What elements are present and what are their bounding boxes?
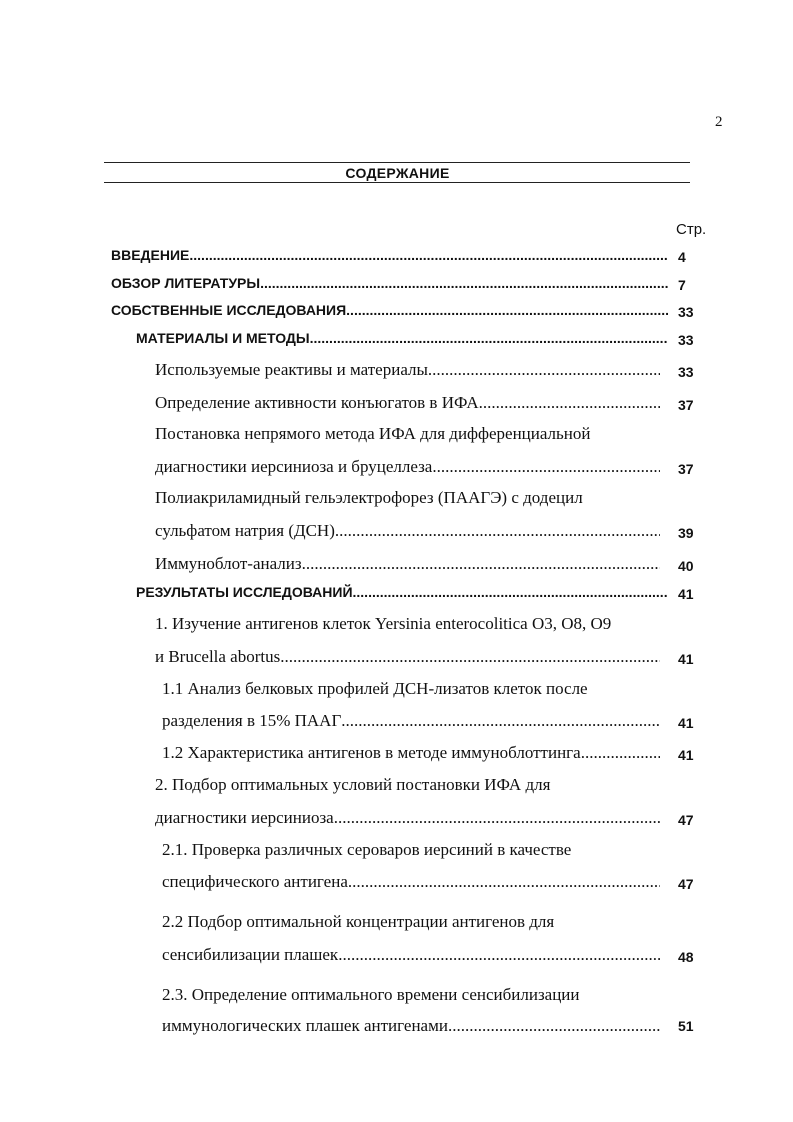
toc-leader [335,521,660,541]
toc-leader [260,275,668,291]
toc-entry-antigen-study-line1[interactable] [155,614,675,636]
toc-leader [302,554,660,574]
toc-entry-sensitization-time-line2[interactable] [162,1016,660,1038]
toc-entry-text: специфического антигена [162,872,348,891]
toc-page-number: 37 [678,397,694,413]
toc-entry-text: сенсибилизации плашек [162,945,339,964]
toc-entry-text: ОБЗОР ЛИТЕРАТУРЫ [111,275,261,291]
toc-entry-antigen-concentration-line2[interactable] [162,945,660,967]
toc-leader [353,584,668,600]
toc-entry-immunoblot[interactable] [155,554,660,576]
toc-entry-text: Иммуноблот-анализ [155,554,302,573]
toc-page-number: 37 [678,461,694,477]
toc-entry-indirect-ifa-line1[interactable] [155,424,675,446]
toc-entry-text: Определение активности конъюгатов в ИФА [155,393,479,412]
toc-entry-immunoblotting-antigens[interactable] [162,743,660,765]
toc-leader [310,330,668,346]
toc-entry-materials-methods[interactable] [136,330,668,352]
toc-leader [341,711,660,731]
toc-entry-text: 1. Изучение антигенов клеток Yersinia enterocolitica O3, O8, O9 [155,614,612,633]
toc-entry-text: диагностики иерсиниоза и бруцеллеза [155,457,433,476]
toc-entry-electrophoresis-line1[interactable] [155,488,675,510]
toc-page-number: 40 [678,558,694,574]
toc-entry-text: диагностики иерсиниоза [155,808,334,827]
toc-entry-literature-review[interactable] [111,275,668,297]
toc-entry-text: Полиакриламидный гельэлектрофорез (ПААГЭ) с додецил [155,488,583,507]
toc-entry-text: 2.2 Подбор оптимальной концентрации антигенов для [162,912,555,931]
toc-entry-text: 1.1 Анализ белковых профилей ДСН-лизатов клеток после [162,679,588,698]
toc-entry-text: разделения в 15% ПААГ [162,711,342,730]
toc-entry-text: иммунологических плашек антигенами [162,1016,448,1035]
toc-page-number: 47 [678,876,694,892]
toc-entry-text: 2.1. Проверка различных сероваров иерсиний в качестве [162,840,572,859]
toc-leader [189,247,668,263]
toc-page-number: 48 [678,949,694,965]
toc-page-number: 7 [678,277,686,293]
toc-leader [428,360,660,380]
toc-entry-text: сульфатом натрия (ДСН) [155,521,335,540]
toc-leader [338,945,660,965]
toc-entry-text: Постановка непрямого метода ИФА для дифференциальной [155,424,591,443]
toc-entry-text: 2. Подбор оптимальных условий постановки ИФА для [155,775,551,794]
toc-entry-sensitization-time-line1[interactable] [162,985,675,1007]
toc-entry-antigen-concentration-line1[interactable] [162,912,675,934]
toc-entry-electrophoresis-line2[interactable] [155,521,660,543]
toc-leader [448,1016,660,1036]
page-number: 2 [715,114,723,130]
toc-leader [479,393,660,413]
toc-entry-text: МАТЕРИАЛЫ И МЕТОДЫ [136,330,310,346]
toc-entry-ifa-conditions-line1[interactable] [155,775,675,797]
toc-leader [280,647,660,667]
toc-entry-text: СОБСТВЕННЫЕ ИССЛЕДОВАНИЯ [111,302,347,318]
toc-entry-text: Используемые реактивы и материалы [155,360,428,379]
toc-page-number: 41 [678,715,694,731]
title-top-rule [104,162,690,163]
toc-page-number: 33 [678,304,694,320]
toc-leader [346,302,668,318]
title-bottom-rule [104,182,690,183]
toc-entry-text: ВВЕДЕНИЕ [111,247,190,263]
toc-entry-protein-profiles-line1[interactable] [162,679,675,701]
toc-entry-own-research[interactable] [111,302,668,324]
toc-leader [348,872,660,892]
toc-entry-serovars-line1[interactable] [162,840,675,862]
toc-leader [432,457,660,477]
toc-leader [581,743,660,763]
toc-page-number: 39 [678,525,694,541]
toc-entry-conjugate-activity[interactable] [155,393,660,415]
page-column-label: Стр. [676,221,707,238]
toc-entry-indirect-ifa-line2[interactable] [155,457,660,479]
toc-entry-text: и Brucella abortus [155,647,281,666]
toc-page-number: 33 [678,364,694,380]
toc-page-number: 4 [678,249,686,265]
toc-entry-text: РЕЗУЛЬТАТЫ ИССЛЕДОВАНИЙ [136,584,353,600]
toc-entry-protein-profiles-line2[interactable] [162,711,660,733]
page-title: СОДЕРЖАНИЕ [345,165,450,181]
toc-entry-reagents[interactable] [155,360,660,382]
toc-entry-text: 2.3. Определение оптимального времени сенсибилизации [162,985,580,1004]
toc-page-number: 41 [678,586,694,602]
toc-entry-text: 1.2 Характеристика антигенов в методе иммуноблоттинга [162,743,581,762]
toc-entry-introduction[interactable] [111,247,668,269]
toc-leader [334,808,660,828]
toc-page-number: 33 [678,332,694,348]
toc-page-number: 51 [678,1018,694,1034]
toc-entry-results[interactable] [136,584,668,606]
toc-page-number: 41 [678,747,694,763]
toc-entry-antigen-study-line2[interactable] [155,647,660,669]
toc-page-number: 41 [678,651,694,667]
toc-entry-serovars-line2[interactable] [162,872,660,894]
toc-page-number: 47 [678,812,694,828]
toc-entry-ifa-conditions-line2[interactable] [155,808,660,830]
